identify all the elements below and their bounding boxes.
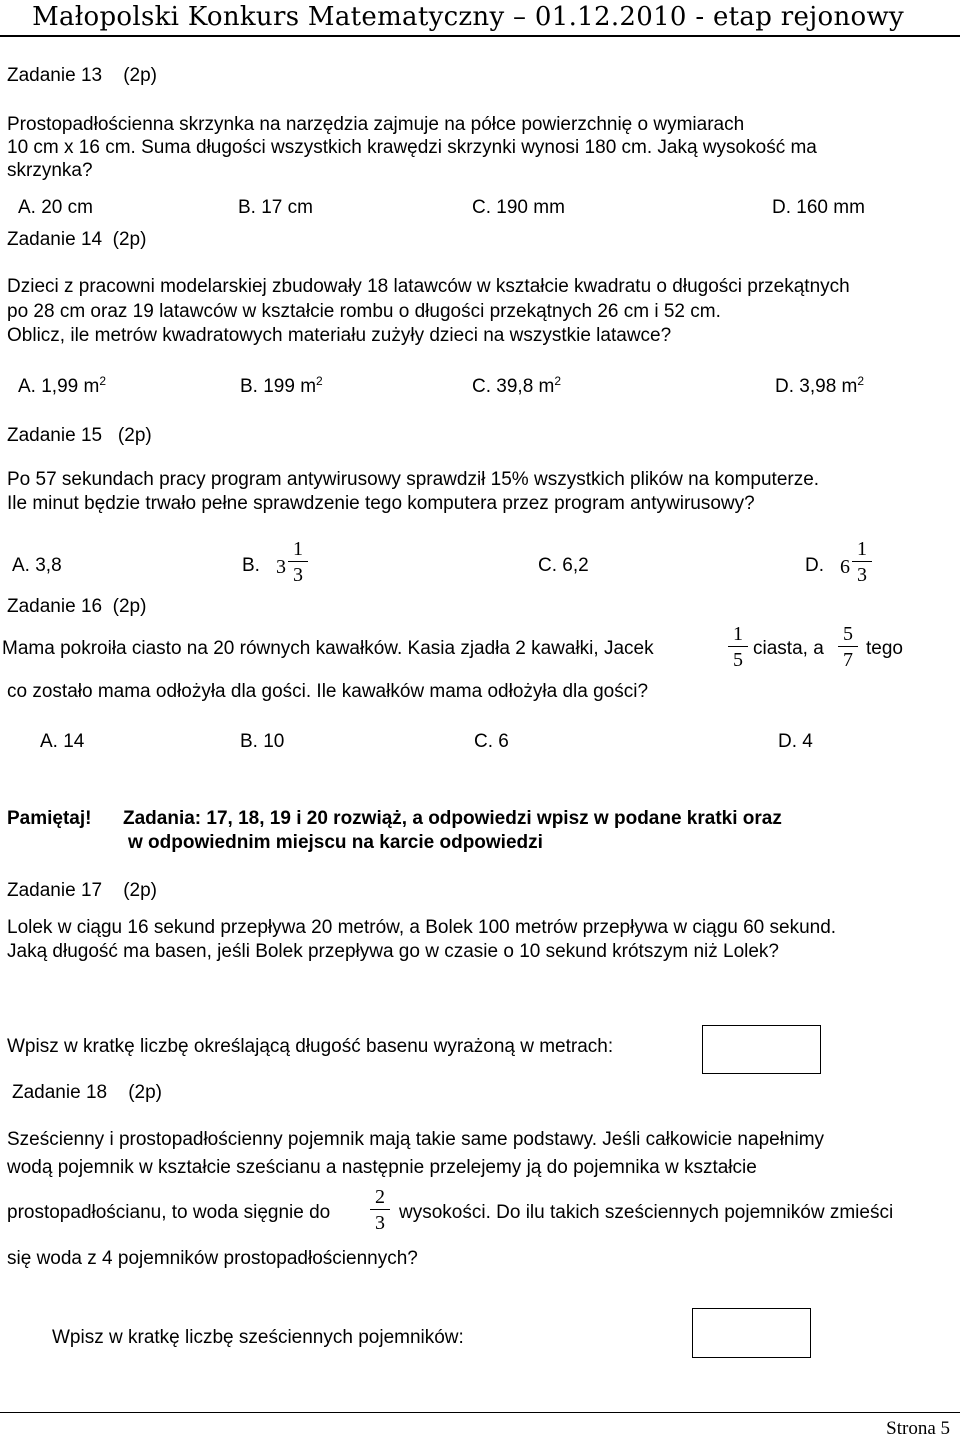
task-13-text-line-1: Prostopadłościenna skrzynka na narzędzia zajmuje na półce powierzchnię o wymiarach bbox=[7, 114, 745, 135]
task-17-points: (2p) bbox=[123, 880, 157, 901]
task-16-option-c: C. 6 bbox=[474, 731, 509, 752]
task-16-fraction-1-denominator: 5 bbox=[733, 649, 743, 671]
task-14-option-c-exponent: 2 bbox=[554, 374, 562, 388]
task-14-option-d bbox=[775, 374, 865, 397]
header-title: Małopolski Konkurs Matematyczny – 01.12.2010 - etap rejonowy bbox=[32, 2, 904, 32]
task-16-label: Zadanie 16 bbox=[7, 596, 103, 617]
task-14-option-a bbox=[18, 374, 107, 397]
task-18-text-line-3b: wysokości. Do ilu takich sześciennych pojemników zmieści bbox=[399, 1202, 894, 1223]
task-15-option-d-numerator: 1 bbox=[857, 538, 867, 560]
task-15-option-b-fraction bbox=[288, 539, 308, 585]
task-16-fraction-2-denominator: 7 bbox=[843, 649, 853, 671]
task-18-text-line-4: się woda z 4 pojemników prostopadłościennych? bbox=[7, 1248, 418, 1269]
task-15-heading bbox=[7, 426, 152, 445]
task-16-option-a: A. 14 bbox=[40, 731, 85, 752]
task-15-option-b-numerator: 1 bbox=[293, 538, 303, 560]
task-14-text-line-1: Dzieci z pracowni modelarskiej zbudowały 18 latawców w kształcie kwadratu o długości przekątnych bbox=[7, 276, 850, 297]
task-13-points: (2p) bbox=[123, 65, 157, 86]
task-13-text-line-3: skrzynka? bbox=[7, 160, 93, 181]
task-15-option-a: A. 3,8 bbox=[12, 555, 62, 576]
task-14-text-line-3: Oblicz, ile metrów kwadratowych materiału zużyły dzieci na wszystkie latawce? bbox=[7, 325, 672, 346]
task-13-option-b: B. 17 cm bbox=[238, 197, 313, 218]
task-18-heading bbox=[12, 1083, 162, 1102]
page-header bbox=[0, 0, 960, 42]
task-14-option-d-exponent: 2 bbox=[857, 374, 865, 388]
task-18-text-line-1: Sześcienny i prostopadłościenny pojemnik mają takie same podstawy. Jeśli całkowicie napełnimy bbox=[7, 1129, 825, 1150]
task-15-text-line-1: Po 57 sekundach pracy program antywirusowy sprawdził 15% wszystkich plików na komputerze. bbox=[7, 469, 820, 490]
task-13-option-c: C. 190 mm bbox=[472, 197, 565, 218]
task-16-points: (2p) bbox=[112, 596, 147, 617]
footer-rule bbox=[0, 1412, 960, 1413]
task-14-option-b bbox=[240, 374, 323, 397]
task-15-option-b-whole: 3 bbox=[276, 556, 286, 578]
task-15-option-d-whole: 6 bbox=[840, 556, 850, 578]
task-14-heading bbox=[7, 230, 146, 249]
task-17-answer-prompt: Wpisz w kratkę liczbę określającą długość basenu wyrażoną w metrach: bbox=[7, 1036, 614, 1057]
task-17-label: Zadanie 17 bbox=[7, 880, 103, 901]
task-16-fraction-1 bbox=[728, 624, 748, 670]
task-18-fraction bbox=[370, 1187, 390, 1233]
task-18-fraction-numerator: 2 bbox=[375, 1186, 385, 1208]
task-14-option-c-text: C. 39,8 m bbox=[472, 376, 555, 397]
task-16-fraction-2 bbox=[838, 624, 858, 670]
task-18-points: (2p) bbox=[128, 1082, 162, 1103]
task-16-text-line-1a: Mama pokroiła ciasto na 20 równych kawałków. Kasia zjadła 2 kawałki, Jacek bbox=[2, 638, 654, 659]
task-13-label: Zadanie 13 bbox=[7, 65, 103, 86]
task-14-option-b-exponent: 2 bbox=[316, 374, 323, 388]
task-14-option-d-text: D. 3,98 m bbox=[775, 376, 858, 397]
task-14-text-line-2: po 28 cm oraz 19 latawców w kształcie rombu o długości przekątnych 26 cm i 52 cm. bbox=[7, 301, 721, 322]
header-rule bbox=[0, 35, 960, 37]
task-18-fraction-denominator: 3 bbox=[375, 1212, 385, 1234]
task-15-text-line-2: Ile minut będzie trwało pełne sprawdzenie tego komputera przez program antywirusowy? bbox=[7, 493, 755, 514]
task-16-text-line-2: co zostało mama odłożyła dla gości. Ile kawałków mama odłożyła dla gości? bbox=[7, 681, 649, 702]
task-14-option-a-text: A. 1,99 m bbox=[18, 376, 100, 397]
task-16-heading bbox=[7, 597, 146, 616]
fraction-bar bbox=[838, 646, 858, 647]
task-18-text-line-3a: prostopadłościanu, to woda sięgnie do bbox=[7, 1202, 331, 1223]
task-17-heading bbox=[7, 881, 157, 900]
task-18-label: Zadanie 18 bbox=[12, 1082, 108, 1103]
task-16-text-line-1b: ciasta, a bbox=[753, 638, 824, 659]
note-line-1: Zadania: 17, 18, 19 i 20 rozwiąż, a odpowiedzi wpisz w podane kratki oraz bbox=[123, 808, 782, 829]
task-16-option-d: D. 4 bbox=[778, 731, 813, 752]
task-15-option-d-label: D. bbox=[805, 555, 824, 576]
task-16-option-b: B. 10 bbox=[240, 731, 285, 752]
task-17-text-line-1: Lolek w ciągu 16 sekund przepływa 20 metrów, a Bolek 100 metrów przepływa w ciągu 60 sekund. bbox=[7, 917, 837, 938]
fraction-bar bbox=[728, 646, 748, 647]
page-number: Strona 5 bbox=[886, 1418, 950, 1439]
task-18-text-line-2: wodą pojemnik w kształcie sześcianu a następnie przelejemy ją do pojemnika w kształcie bbox=[7, 1157, 757, 1178]
note-line-2: w odpowiednim miejscu na karcie odpowiedzi bbox=[128, 832, 543, 853]
task-15-option-c: C. 6,2 bbox=[538, 555, 589, 576]
task-15-points: (2p) bbox=[117, 425, 152, 446]
task-13-text-line-2: 10 cm x 16 cm. Suma długości wszystkich krawędzi skrzynki wynosi 180 cm. Jaką wysokość ma bbox=[7, 137, 817, 158]
task-13-heading bbox=[7, 66, 157, 85]
task-14-label: Zadanie 14 bbox=[7, 229, 103, 250]
fraction-bar bbox=[852, 561, 872, 562]
task-17-text-line-2: Jaką długość ma basen, jeśli Bolek przepływa go w czasie o 10 sekund krótszym niż Lolek? bbox=[7, 941, 779, 962]
task-16-fraction-2-numerator: 5 bbox=[843, 623, 853, 645]
task-13-option-d: D. 160 mm bbox=[772, 197, 865, 218]
task-18-answer-box[interactable] bbox=[692, 1308, 811, 1358]
fraction-bar bbox=[288, 561, 308, 562]
task-14-points: (2p) bbox=[112, 229, 147, 250]
task-14-option-b-text: B. 199 m bbox=[240, 376, 317, 397]
task-15-option-b-label: B. bbox=[242, 555, 260, 576]
task-15-option-d-fraction bbox=[852, 539, 872, 585]
task-15-option-d-denominator: 3 bbox=[857, 564, 867, 586]
task-16-text-line-1c: tego bbox=[866, 638, 903, 659]
task-15-option-b-denominator: 3 bbox=[293, 564, 303, 586]
task-16-fraction-1-numerator: 1 bbox=[733, 623, 743, 645]
fraction-bar bbox=[370, 1209, 390, 1210]
note-label: Pamiętaj! bbox=[7, 808, 92, 829]
task-13-option-a: A. 20 cm bbox=[18, 197, 93, 218]
task-18-answer-prompt: Wpisz w kratkę liczbę sześciennych pojemników: bbox=[52, 1327, 464, 1348]
task-15-label: Zadanie 15 bbox=[7, 425, 103, 446]
task-14-option-c bbox=[472, 374, 562, 397]
task-17-answer-box[interactable] bbox=[702, 1025, 821, 1074]
task-14-option-a-exponent: 2 bbox=[99, 374, 107, 388]
